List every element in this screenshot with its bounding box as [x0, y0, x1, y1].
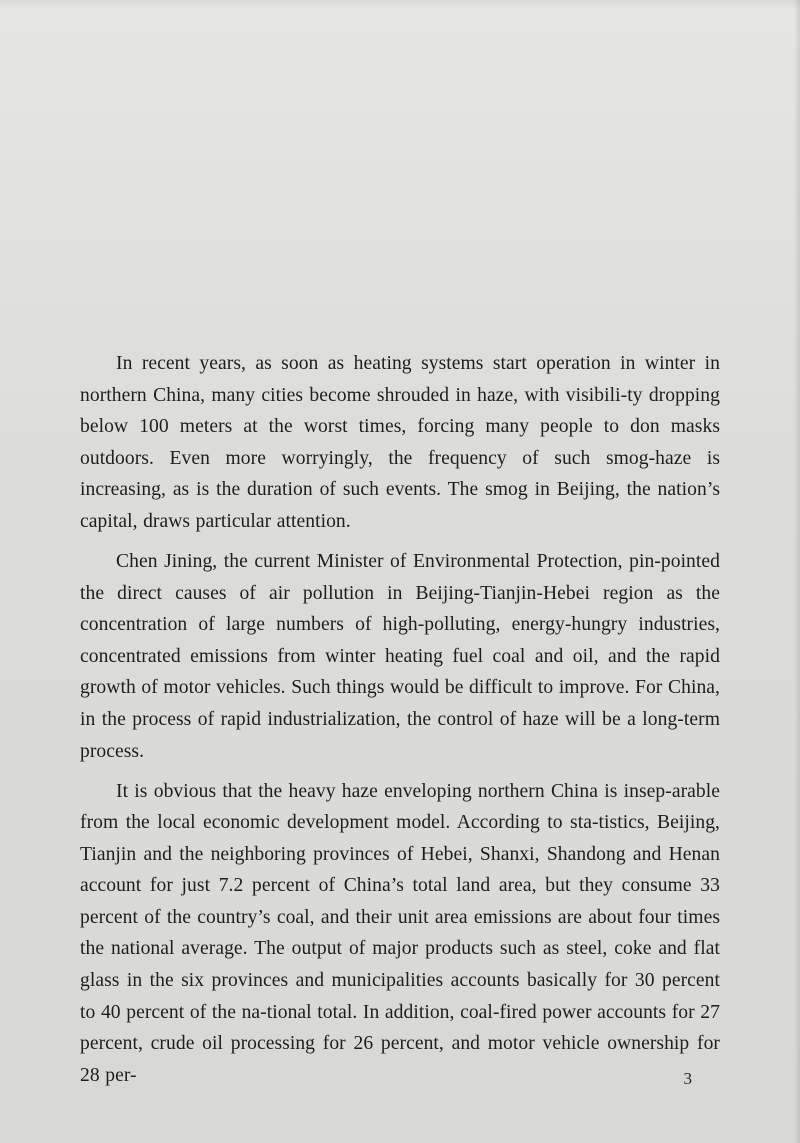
- body-text: [80, 348, 720, 1091]
- paragraph-2: Chen Jining, the current Minister of Environmental Protection, pin-pointed the direct causes of air pollution in Beijing-Tianjin-Hebei region as the concentration of large numbers of high-polluting, energy-hungry industries, concentrated emissions from winter heating fuel coal and oil, and the rapid growth of motor vehicles. Such things would be difficult to improve. For China, in the process of rapid industrialization, the control of haze will be a long-term process.: [80, 550, 720, 762]
- page-right-shadow: [794, 0, 800, 1143]
- paragraph-3: It is obvious that the heavy haze enveloping northern China is insep-arable from the local economic development model. According to sta-tistics, Beijing, Tianjin and the neighboring provinces of Hebei, Shanxi, Shandong and Henan account for just 7.2 percent of China’s total land area, but they consume 33 percent of the country’s coal, and their unit area emissions are about four times the national average. The output of major products such as steel, coke and flat glass in the six provinces and municipalities accounts basically for 30 percent to 40 percent of the na-tional total. In addition, coal-fired power accounts for 27 percent, crude oil processing for 26 percent, and motor vehicle ownership for 28 per-: [80, 780, 720, 1086]
- page-top-shadow: [0, 0, 800, 10]
- paragraph-1: In recent years, as soon as heating systems start operation in winter in northern China, many cities become shrouded in haze, with visibili-ty dropping below 100 meters at the worst times, forcing many people to don masks outdoors. Even more worryingly, the frequency of such smog-haze is increasing, as is the duration of such events. The smog in Beijing, the nation’s capital, draws particular attention.: [80, 353, 720, 532]
- page-number: 3: [683, 1069, 692, 1088]
